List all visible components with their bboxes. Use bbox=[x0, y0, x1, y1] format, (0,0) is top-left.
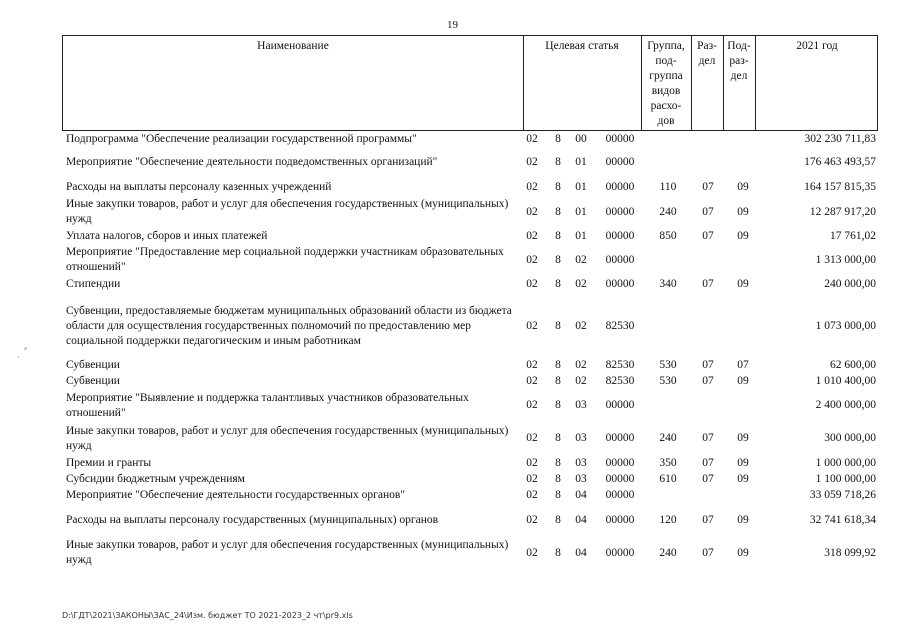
amount-2021: 2 400 000,00 bbox=[815, 399, 876, 411]
target-direction-code: 00000 bbox=[605, 253, 635, 266]
expense-name: Субвенции bbox=[66, 359, 120, 371]
subsection-code bbox=[732, 132, 754, 147]
target-direction-code: 82530 bbox=[605, 374, 635, 387]
target-direction-code: 00000 bbox=[605, 513, 635, 526]
target-measure-code: 01 bbox=[575, 180, 587, 193]
subsection-code: 09 bbox=[737, 229, 749, 242]
table-row bbox=[0, 423, 905, 454]
table-row bbox=[0, 153, 905, 171]
table-row bbox=[0, 228, 905, 244]
section-code bbox=[698, 390, 718, 421]
target-subprogram-code: 8 bbox=[555, 320, 561, 332]
amount-2021: 176 463 493,57 bbox=[804, 155, 876, 168]
target-program-code: 02 bbox=[526, 155, 538, 168]
expense-group-code: 530 bbox=[659, 359, 677, 371]
subsection-code: 09 bbox=[737, 278, 749, 290]
target-subprogram-code: 8 bbox=[555, 155, 561, 168]
expense-name: Субсидии бюджетным учреждениям bbox=[66, 472, 245, 485]
expense-group-code bbox=[655, 132, 681, 147]
header-group-line: расхо- bbox=[650, 100, 682, 112]
header-group-line: дов bbox=[657, 115, 675, 127]
target-measure-code: 02 bbox=[575, 374, 587, 387]
target-direction-code: 00000 bbox=[605, 278, 635, 290]
target-measure-code: 03 bbox=[575, 472, 587, 485]
header-target: Целевая статья bbox=[545, 40, 619, 52]
file-path-footer: D:\ГДТ\2021\ЗАКОНЫ\ЗАС_24\Изм. бюджет ТО 2021-2023_2 чт\pr9.xls bbox=[62, 611, 353, 620]
section-code: 07 bbox=[702, 374, 714, 387]
target-program-code: 02 bbox=[526, 133, 538, 145]
table-header bbox=[62, 35, 878, 131]
expense-name: Мероприятие "Обеспечение деятельности государственных органов" bbox=[66, 489, 405, 501]
section-code bbox=[698, 487, 718, 504]
header-group-line: под- bbox=[655, 55, 677, 67]
section-code: 07 bbox=[702, 472, 714, 485]
target-direction-code: 82530 bbox=[605, 320, 635, 332]
expense-name: Мероприятие "Выявление и поддержка талантливых участников образовательных отношений" bbox=[66, 391, 469, 419]
target-measure-code: 03 bbox=[575, 456, 587, 469]
target-direction-code: 00000 bbox=[605, 133, 635, 145]
expense-group-code: 240 bbox=[659, 432, 677, 444]
amount-2021: 1 073 000,00 bbox=[815, 320, 876, 332]
expense-group-code: 240 bbox=[659, 205, 677, 218]
header-section-line: Раз- bbox=[697, 40, 717, 52]
table-row bbox=[0, 179, 905, 195]
expense-name: Субвенции, предоставляемые бюджетам муниципальных образований области из бюджета области для осуществления государственных полномочий по предоставлению мер социальной поддержки педагогическим и иным работникам bbox=[66, 305, 512, 347]
header-year: 2021 год bbox=[796, 40, 838, 52]
target-measure-code: 04 bbox=[575, 546, 587, 559]
header-group bbox=[641, 36, 691, 130]
scan-mark: · bbox=[17, 352, 20, 362]
section-code: 07 bbox=[702, 513, 714, 526]
target-measure-code: 02 bbox=[575, 278, 587, 290]
page-number: 19 bbox=[447, 19, 458, 31]
expense-group-code bbox=[655, 487, 681, 504]
expense-group-code: 120 bbox=[659, 513, 677, 526]
amount-2021: 240 000,00 bbox=[824, 278, 876, 290]
expense-group-code: 340 bbox=[659, 278, 677, 290]
target-program-code: 02 bbox=[526, 320, 538, 332]
amount-2021: 302 230 711,83 bbox=[804, 133, 876, 145]
target-program-code: 02 bbox=[526, 489, 538, 501]
header-group-line: видов bbox=[651, 85, 681, 97]
target-measure-code: 00 bbox=[575, 133, 587, 145]
table-row bbox=[0, 455, 905, 471]
section-code: 07 bbox=[702, 180, 714, 193]
target-program-code: 02 bbox=[526, 546, 538, 559]
target-measure-code: 03 bbox=[575, 399, 587, 411]
target-measure-code: 01 bbox=[575, 205, 587, 218]
expense-name: Уплата налогов, сборов и иных платежей bbox=[66, 229, 268, 242]
table-row bbox=[0, 487, 905, 504]
expense-name: Премии и гранты bbox=[66, 456, 152, 469]
target-subprogram-code: 8 bbox=[555, 253, 561, 266]
target-subprogram-code: 8 bbox=[555, 489, 561, 501]
expense-name: Субвенции bbox=[66, 374, 120, 387]
target-direction-code: 00000 bbox=[605, 155, 635, 168]
amount-2021: 12 287 917,20 bbox=[809, 205, 876, 218]
expense-group-code bbox=[655, 390, 681, 421]
subsection-code bbox=[732, 245, 754, 275]
table-row bbox=[0, 471, 905, 487]
header-subsection-line: Под- bbox=[727, 40, 751, 52]
section-code bbox=[698, 132, 718, 147]
target-direction-code: 00000 bbox=[605, 456, 635, 469]
header-name: Наименование bbox=[257, 40, 329, 52]
amount-2021: 62 600,00 bbox=[830, 359, 876, 371]
amount-2021: 17 761,02 bbox=[830, 229, 876, 242]
section-code: 07 bbox=[702, 432, 714, 444]
target-subprogram-code: 8 bbox=[555, 513, 561, 526]
target-subprogram-code: 8 bbox=[555, 399, 561, 411]
header-section bbox=[691, 36, 723, 130]
expense-group-code bbox=[655, 245, 681, 275]
expense-group-code: 530 bbox=[659, 374, 677, 387]
section-code bbox=[698, 153, 718, 171]
expense-group-code: 110 bbox=[659, 180, 677, 193]
amount-2021: 1 100 000,00 bbox=[815, 472, 876, 485]
target-program-code: 02 bbox=[526, 374, 538, 387]
target-subprogram-code: 8 bbox=[555, 546, 561, 559]
expense-name: Расходы на выплаты персоналу государственных (муниципальных) органов bbox=[66, 513, 439, 526]
target-subprogram-code: 8 bbox=[555, 374, 561, 387]
expense-name: Мероприятие "Предоставление мер социальной поддержки участникам образовательных отношений" bbox=[66, 246, 504, 273]
subsection-code bbox=[732, 153, 754, 171]
target-program-code: 02 bbox=[526, 359, 538, 371]
subsection-code bbox=[732, 390, 754, 421]
expense-group-code bbox=[655, 153, 681, 171]
subsection-code: 09 bbox=[737, 513, 749, 526]
table-row bbox=[0, 358, 905, 373]
header-subsection bbox=[723, 36, 755, 130]
target-subprogram-code: 8 bbox=[555, 205, 561, 218]
expense-name: Стипендии bbox=[66, 278, 121, 290]
subsection-code: 09 bbox=[737, 205, 749, 218]
expense-name: Мероприятие "Обеспечение деятельности подведомственных организаций" bbox=[66, 155, 438, 168]
amount-2021: 1 313 000,00 bbox=[815, 253, 876, 266]
subsection-code: 07 bbox=[737, 359, 749, 371]
target-program-code: 02 bbox=[526, 432, 538, 444]
subsection-code: 09 bbox=[737, 432, 749, 444]
amount-2021: 33 059 718,26 bbox=[809, 489, 876, 501]
amount-2021: 300 000,00 bbox=[824, 432, 876, 444]
scan-mark: ⸗ bbox=[24, 343, 27, 353]
section-code: 07 bbox=[702, 359, 714, 371]
target-subprogram-code: 8 bbox=[555, 133, 561, 145]
target-measure-code: 04 bbox=[575, 489, 587, 501]
header-section-line: дел bbox=[698, 55, 716, 67]
target-subprogram-code: 8 bbox=[555, 432, 561, 444]
subsection-code: 09 bbox=[737, 180, 749, 193]
table-row bbox=[0, 132, 905, 147]
target-program-code: 02 bbox=[526, 472, 538, 485]
subsection-code: 09 bbox=[737, 546, 749, 559]
target-measure-code: 02 bbox=[575, 253, 587, 266]
expense-group-code: 350 bbox=[659, 456, 677, 469]
target-program-code: 02 bbox=[526, 229, 538, 242]
subsection-code: 09 bbox=[737, 456, 749, 469]
target-subprogram-code: 8 bbox=[555, 456, 561, 469]
target-subprogram-code: 8 bbox=[555, 359, 561, 371]
table-row bbox=[0, 373, 905, 389]
table-row bbox=[0, 197, 905, 227]
table-row bbox=[0, 303, 905, 350]
target-direction-code: 00000 bbox=[605, 432, 635, 444]
target-subprogram-code: 8 bbox=[555, 278, 561, 290]
subsection-code bbox=[732, 487, 754, 504]
expense-group-code bbox=[655, 303, 681, 350]
header-group-line: группа bbox=[649, 70, 683, 82]
amount-2021: 1 010 400,00 bbox=[815, 374, 876, 387]
section-code: 07 bbox=[702, 278, 714, 290]
expense-name: Иные закупки товаров, работ и услуг для обеспечения государственных (муниципальных) нужд bbox=[66, 424, 509, 452]
target-direction-code: 82530 bbox=[605, 359, 635, 371]
expense-name: Иные закупки товаров, работ и услуг для обеспечения государственных (муниципальных) нужд bbox=[66, 198, 509, 225]
expense-group-code: 850 bbox=[659, 229, 677, 242]
expense-group-code: 240 bbox=[659, 546, 677, 559]
table-row bbox=[0, 276, 905, 293]
target-subprogram-code: 8 bbox=[555, 472, 561, 485]
header-group-line: Группа, bbox=[647, 40, 685, 52]
expense-name: Подпрограмма "Обеспечение реализации государственной программы" bbox=[66, 133, 417, 145]
target-program-code: 02 bbox=[526, 278, 538, 290]
section-code: 07 bbox=[702, 546, 714, 559]
target-direction-code: 00000 bbox=[605, 546, 635, 559]
target-direction-code: 00000 bbox=[605, 399, 635, 411]
amount-2021: 32 741 618,34 bbox=[809, 513, 876, 526]
target-program-code: 02 bbox=[526, 205, 538, 218]
target-direction-code: 00000 bbox=[605, 472, 635, 485]
amount-2021: 164 157 815,35 bbox=[804, 180, 876, 193]
expense-name: Расходы на выплаты персоналу казенных учреждений bbox=[66, 180, 332, 193]
target-measure-code: 01 bbox=[575, 229, 587, 242]
expense-group-code: 610 bbox=[659, 472, 677, 485]
table-row bbox=[0, 245, 905, 275]
expense-name: Иные закупки товаров, работ и услуг для обеспечения государственных (муниципальных) нужд bbox=[66, 539, 509, 566]
section-code bbox=[698, 303, 718, 350]
target-measure-code: 01 bbox=[575, 155, 587, 168]
target-measure-code: 04 bbox=[575, 513, 587, 526]
section-code bbox=[698, 245, 718, 275]
target-direction-code: 00000 bbox=[605, 180, 635, 193]
subsection-code: 09 bbox=[737, 374, 749, 387]
section-code: 07 bbox=[702, 456, 714, 469]
section-code: 07 bbox=[702, 229, 714, 242]
target-measure-code: 03 bbox=[575, 432, 587, 444]
table-row bbox=[0, 511, 905, 529]
subsection-code bbox=[732, 303, 754, 350]
subsection-code: 09 bbox=[737, 472, 749, 485]
target-subprogram-code: 8 bbox=[555, 180, 561, 193]
header-subsection-line: дел bbox=[730, 70, 748, 82]
target-program-code: 02 bbox=[526, 399, 538, 411]
target-direction-code: 00000 bbox=[605, 489, 635, 501]
target-measure-code: 02 bbox=[575, 359, 587, 371]
target-measure-code: 02 bbox=[575, 320, 587, 332]
target-subprogram-code: 8 bbox=[555, 229, 561, 242]
target-direction-code: 00000 bbox=[605, 205, 635, 218]
target-program-code: 02 bbox=[526, 253, 538, 266]
target-program-code: 02 bbox=[526, 180, 538, 193]
header-subsection-line: раз- bbox=[729, 55, 749, 67]
target-program-code: 02 bbox=[526, 513, 538, 526]
amount-2021: 1 000 000,00 bbox=[815, 456, 876, 469]
table-row bbox=[0, 538, 905, 568]
table-row bbox=[0, 390, 905, 421]
target-program-code: 02 bbox=[526, 456, 538, 469]
amount-2021: 318 099,92 bbox=[824, 546, 876, 559]
target-direction-code: 00000 bbox=[605, 229, 635, 242]
section-code: 07 bbox=[702, 205, 714, 218]
